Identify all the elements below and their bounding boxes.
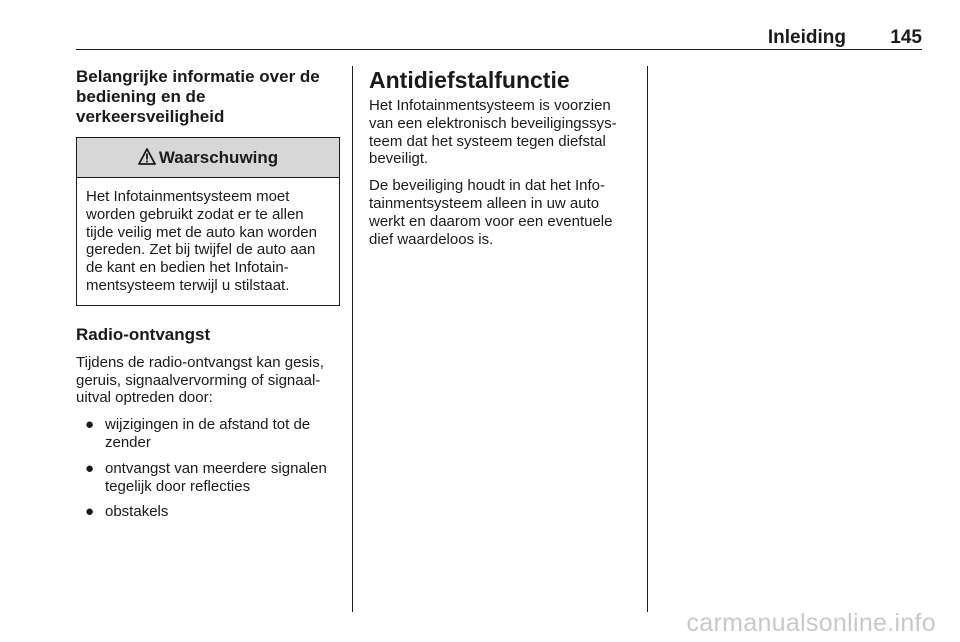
radio-bullet-list (76, 416, 340, 521)
radio-heading: Radio-ontvangst (76, 324, 211, 344)
warning-text: Het Infotainmentsysteem moet worden gebruikt zodat er te allen tijde veilig met de auto kan worden gereden. Zet bij twijfel de auto aan de kant en bedien het Infotainmentsysteem terwijl u stilstaat. (86, 188, 317, 294)
middle-column (369, 67, 635, 248)
radio-section (76, 325, 340, 521)
warning-box (76, 137, 340, 306)
warning-header (77, 138, 339, 178)
page-header (76, 24, 922, 50)
bullet-icon: ● (85, 416, 95, 434)
radio-intro: Tijdens de radio-ontvangst kan gesis, geruis, signaalvervorming of signaaluitval optreden door: (76, 353, 324, 407)
column-divider (647, 66, 648, 612)
antitheft-paragraph-1: Het Infotainmentsysteem is voorzien van een elektronisch beveiligingssysteem dat het systeem tegen diefstal beveiligt. (369, 97, 617, 168)
bullet-icon: ● (85, 503, 95, 521)
watermark: carmanualsonline.info (686, 609, 936, 637)
list-item: ● obstakels (85, 503, 169, 521)
list-item: ● wijzigingen in de afstand tot de zender (85, 416, 311, 451)
warning-title: Waarschuwing (158, 147, 279, 167)
antitheft-heading: Antidiefstalfunctie (369, 67, 570, 93)
list-item: ● ontvangst van meerdere signalen tegelijk door reflecties (85, 459, 327, 495)
bullet-icon: ● (85, 459, 95, 477)
page-number: 145 (890, 27, 922, 48)
warning-icon (138, 148, 156, 170)
safety-heading: Belangrijke informatie over de bediening en de verkeersveiligheid (76, 67, 320, 126)
left-column (76, 67, 340, 529)
section-title: Inleiding (767, 27, 846, 48)
column-divider (352, 66, 353, 612)
antitheft-paragraph-2: De beveiliging houdt in dat het Infotainmentsysteem alleen in uw auto werkt en daarom voor een eventuele dief waardeloos is. (369, 177, 613, 248)
